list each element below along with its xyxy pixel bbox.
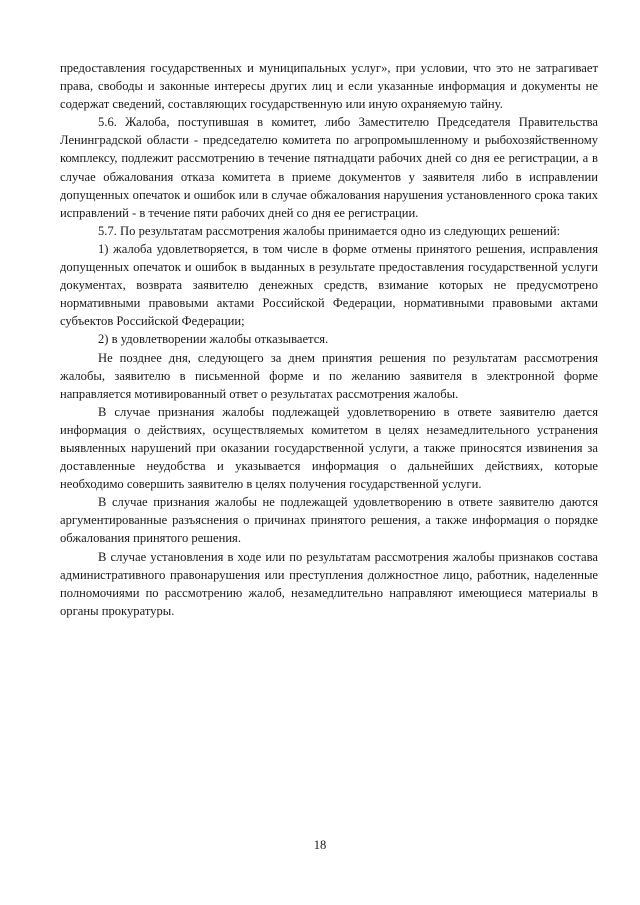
list-item-1: 1) жалоба удовлетворяется, в том числе в форме отмены принятого решения, исправления допущенных опечаток и ошибок в выданных в результате предоставления государственной услуги документах, возврата заявителю денежных средств, взимание которых не предусмотрено нормативными правовыми актами Российской Федерации, нормативными правовыми актами субъектов Российской Федерации; [60, 241, 598, 329]
paragraph-response-deadline: Не позднее дня, следующего за днем принятия решения по результатам рассмотрения жалобы, заявителю в письменной форме и по желанию заявителя в электронной форме направляется мотивированный ответ о результатах рассмотрения жалобы. [60, 350, 598, 401]
page-number: 18 [313, 838, 327, 852]
paragraph-rejected-complaint: В случае признания жалобы не подлежащей удовлетворению в ответе заявителю даются аргументированные разъяснения о причинах принятого решения, а также информация о порядке обжалования принятого решения. [60, 495, 598, 546]
paragraph-satisfied-complaint: В случае признания жалобы подлежащей удовлетворению в ответе заявителю дается информация о действиях, осуществляемых комитетом в целях незамедлительного устранения выявленных нарушений при оказании государственной услуги, а также приносятся извинения за доставленные неудобства и указывается информация о дальнейших действиях, которые необходимо совершить заявителю в целях получения государственной услуги. [60, 404, 598, 492]
paragraph-prosecution: В случае установления в ходе или по результатам рассмотрения жалобы признаков состава административного правонарушения или преступления должностное лицо, работник, наделенные полномочиями по рассмотрению жалоб, незамедлительно направляют имеющиеся материалы в органы прокуратуры. [60, 549, 598, 618]
paragraph-1: предоставления государственных и муниципальных услуг», при условии, что это не затрагивает права, свободы и законные интересы других лиц и если указанные информация и документы не содержат сведений, составляющих государственную или иную охраняемую тайну. [60, 61, 598, 112]
document-body [60, 59, 598, 620]
paragraph-5-6: 5.6. Жалоба, поступившая в комитет, либо Заместителю Председателя Правительства Ленинградской области - председателю комитета по агропромышленному и рыбохозяйственному комплексу, подлежит рассмотрению в течение пятнадцати рабочих дней со дня ее регистрации, а в случае обжалования отказа комитета в приеме документов у заявителя либо в исправлении допущенных опечаток и ошибок или в случае обжалования нарушения установленного срока таких исправлений - в течение пяти рабочих дней со дня ее регистрации. [60, 115, 598, 220]
paragraph-5-7: 5.7. По результатам рассмотрения жалобы принимается одно из следующих решений: [98, 223, 561, 238]
list-item-2: 2) в удовлетворении жалобы отказывается. [98, 332, 329, 347]
